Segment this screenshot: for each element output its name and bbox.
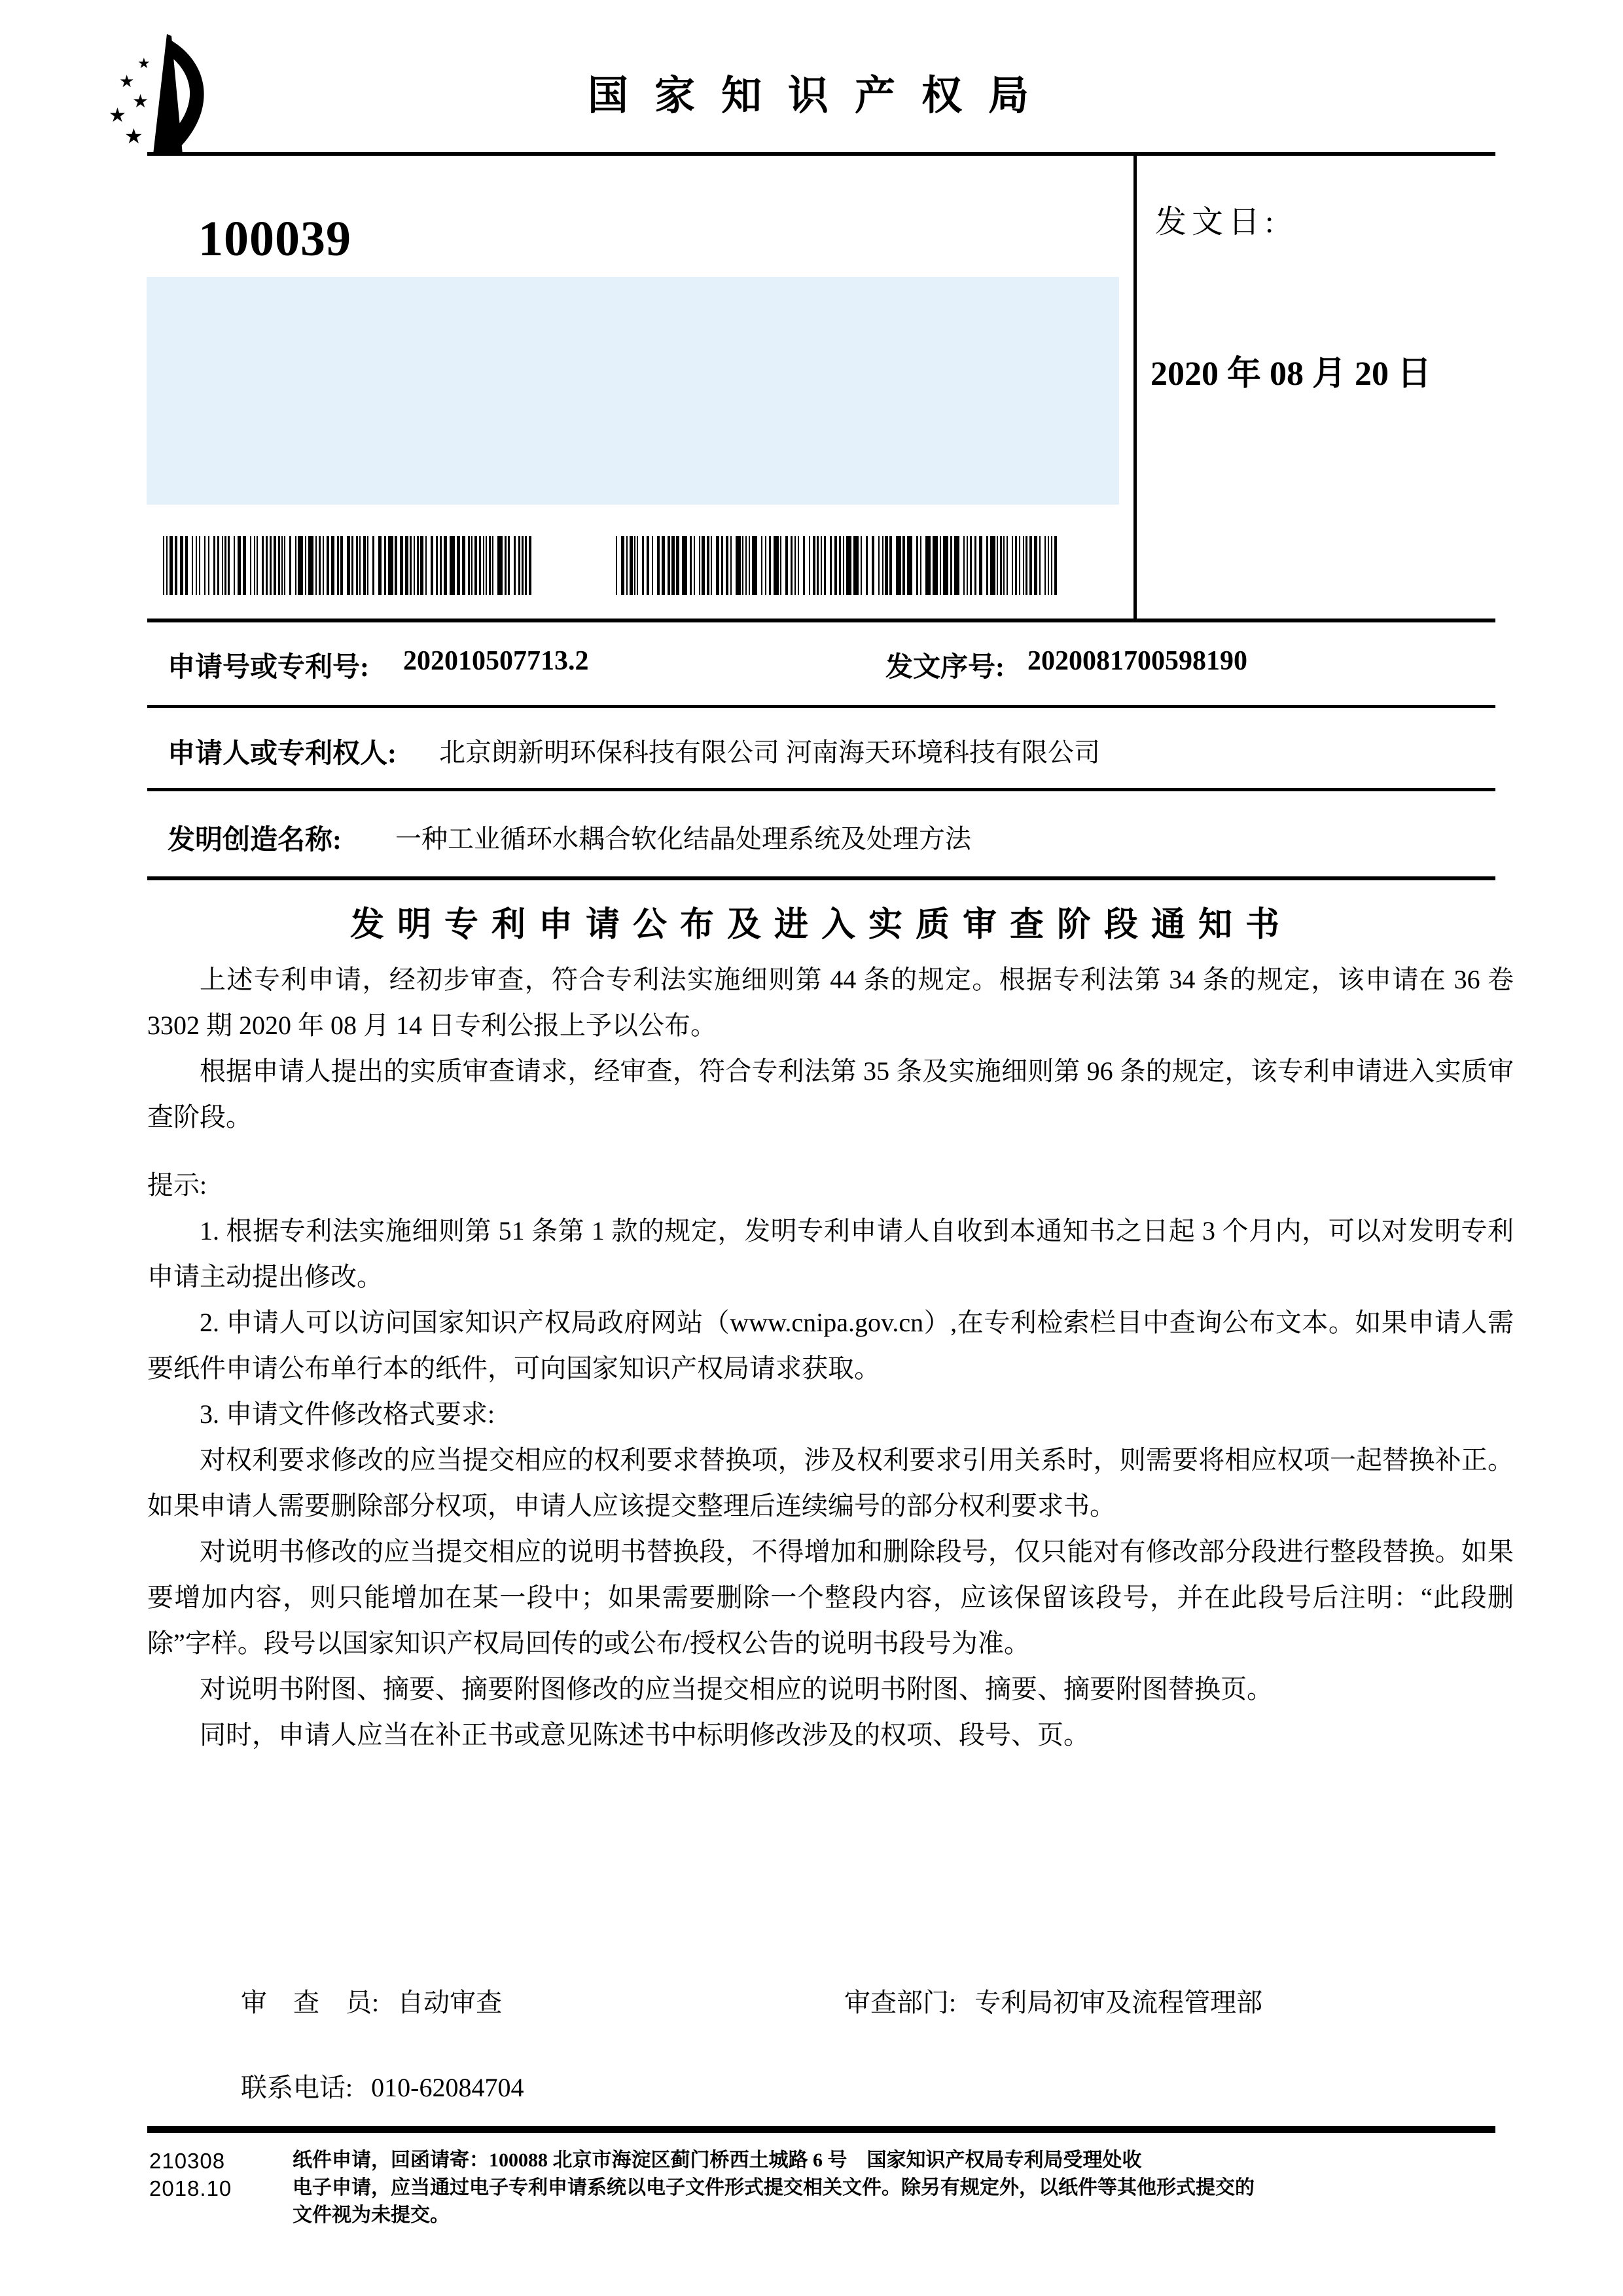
star-icon: ★ <box>124 124 143 148</box>
horizontal-rule <box>147 788 1495 791</box>
examiner-label: 审 查 员: <box>241 1988 380 2017</box>
tips-list <box>147 1208 1514 1437</box>
issue-date: 2020 年 08 月 20 日 <box>1150 355 1432 393</box>
notice-title: 发明专利申请公布及进入实质审查阶段通知书 <box>349 906 1293 944</box>
tip-item: 3. 申请文件修改格式要求: <box>200 1399 495 1429</box>
form-code: 210308 <box>149 2149 226 2173</box>
footer-line: 文件视为未提交。 <box>293 2204 450 2226</box>
application-no-label: 申请号或专利号: <box>168 653 369 683</box>
applicant-value: 北京朗新明环保科技有限公司 河南海天环境科技有限公司 <box>439 738 1100 767</box>
star-icon: ★ <box>132 92 149 112</box>
invention-title-label: 发明创造名称: <box>168 825 342 855</box>
examiner-line <box>241 1982 502 2019</box>
application-no-value: 202010507713.2 <box>403 646 589 676</box>
format-rule-item: 同时，申请人应当在补正书或意见陈述书中标明修改涉及的权项、段号、页。 <box>200 1720 1090 1749</box>
vertical-divider <box>1133 152 1137 622</box>
footer-text <box>293 2147 1539 2229</box>
phone-label: 联系电话: <box>241 2073 353 2102</box>
code128-barcode <box>163 536 535 595</box>
format-rules-list <box>147 1437 1514 1758</box>
dispatch-no-label: 发文序号: <box>885 653 1005 683</box>
department-label: 审查部门: <box>844 1988 957 2017</box>
invention-title-value: 一种工业循环水耦合软化结晶处理系统及处理方法 <box>395 824 971 853</box>
form-version: 2018.10 <box>149 2176 232 2200</box>
star-icon: ★ <box>119 72 135 91</box>
highlight-box <box>147 277 1119 505</box>
phone-line <box>241 2067 524 2104</box>
notice-paragraph: 上述专利申请，经初步审查，符合专利法实施细则第 44 条的规定。根据专利法第 34 条的规定，该申请在 36 卷 3302 期 2020 年 08 月 14 日专利公报上予以公布。 <box>147 965 1514 1040</box>
footer-line: 电子申请，应当通过电子专利申请系统以电子文件形式提交相关文件。除另有规定外，以纸件等其他形式提交的 <box>293 2177 1255 2198</box>
dispatch-no-value: 2020081700598190 <box>1027 646 1247 676</box>
applicant-label: 申请人或专利权人: <box>168 739 397 769</box>
agency-title: 国家知识产权局 <box>587 74 1055 118</box>
notice-paragraph: 根据申请人提出的实质审查请求，经审查，符合专利法第 35 条及实施细则第 96 条的规定，该专利申请进入实质审查阶段。 <box>147 1056 1514 1132</box>
header-rule <box>147 152 1495 156</box>
star-icon: ★ <box>109 105 126 126</box>
examiner-value: 自动审查 <box>397 1988 503 2017</box>
format-rule-item: 对说明书修改的应当提交相应的说明书替换段，不得增加和删除段号，仅只能对有修改部分段进行整段替换。如果要增加内容，则只能增加在某一段中；如果需要删除一个整段内容，应该保留该段号，并在此段号后注明：“此段删除”字样。段号以国家知识产权局回传的或公布/授权公告的说明书段号为准。 <box>147 1537 1514 1658</box>
department-value: 专利局初审及流程管理部 <box>974 1988 1263 2017</box>
horizontal-rule <box>147 876 1495 880</box>
horizontal-rule <box>147 705 1495 708</box>
format-rule-item: 对权利要求修改的应当提交相应的权利要求替换项，涉及权利要求引用关系时，则需要将相应权项一起替换补正。如果申请人需要删除部分权项，申请人应该提交整理后连续编号的部分权利要求书。 <box>147 1445 1514 1520</box>
tip-item: 1. 根据专利法实施细则第 51 条第 1 款的规定，发明专利申请人自收到本通知书之日起 3 个月内，可以对发明专利申请主动提出修改。 <box>147 1216 1514 1291</box>
format-rule-item: 对说明书附图、摘要、摘要附图修改的应当提交相应的说明书附图、摘要、摘要附图替换页。 <box>200 1674 1273 1704</box>
issue-date-label: 发文日: <box>1155 205 1279 240</box>
horizontal-rule <box>147 619 1495 622</box>
phone-value: 010-62084704 <box>371 2073 524 2102</box>
department-line <box>844 1982 1262 2019</box>
code128-barcode <box>616 536 1061 595</box>
notice-body <box>147 957 1514 1758</box>
notice-paragraphs <box>147 957 1514 1140</box>
doc-number: 100039 <box>198 211 351 266</box>
star-icon: ★ <box>137 55 151 71</box>
footer-rule <box>147 2126 1495 2133</box>
tip-item: 2. 申请人可以访问国家知识产权局政府网站（www.cnipa.gov.cn）,在专利检索栏目中查询公布文本。如果申请人需要纸件申请公布单行本的纸件，可向国家知识产权局请求获取。 <box>147 1308 1514 1383</box>
footer-line: 纸件申请，回函请寄：100088 北京市海淀区蓟门桥西土城路 6 号 国家知识产权局专利局受理处收 <box>293 2149 1142 2171</box>
tips-label: 提示: <box>147 1170 207 1200</box>
